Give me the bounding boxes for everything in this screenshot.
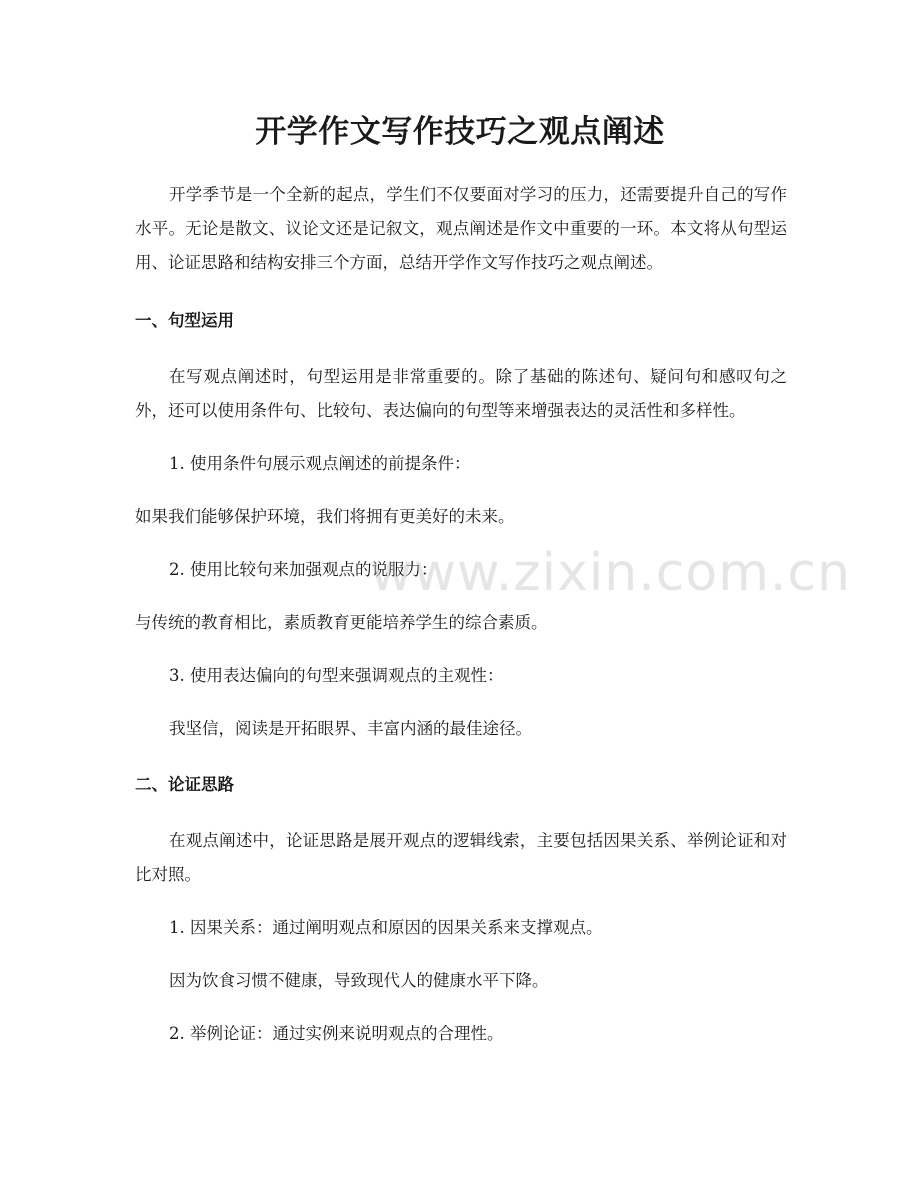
section1-intro-paragraph: 在写观点阐述时，句型运用是非常重要的。除了基础的陈述句、疑问句和感叹句之外，还可以使用条件句、比较句、表达偏向的句型等来增强表达的灵活性和多样性。: [135, 367, 787, 420]
watermark-text: www.zixin.com.cn: [370, 543, 851, 603]
section-heading-sentence-patterns: 一、句型运用: [135, 311, 234, 330]
document-title: 开学作文写作技巧之观点阐述: [255, 114, 665, 150]
section1-item-label: 2. 使用比较句来加强观点的说服力：: [169, 560, 438, 579]
section2-item-label: 2. 举例论证：通过实例来说明观点的合理性。: [169, 1024, 504, 1043]
section1-item-label: 3. 使用表达偏向的句型来强调观点的主观性：: [169, 666, 504, 685]
section1-item-example: 我坚信，阅读是开拓眼界、丰富内涵的最佳途径。: [169, 719, 532, 738]
document-body: [135, 178, 787, 1051]
section2-item-example: 因为饮食习惯不健康，导致现代人的健康水平下降。: [169, 971, 549, 990]
section1-item-example: 与传统的教育相比，素质教育更能培养学生的综合素质。: [135, 613, 548, 632]
section2-intro-paragraph: 在观点阐述中，论证思路是展开观点的逻辑线索，主要包括因果关系、举例论证和对比对照。: [135, 831, 787, 884]
intro-paragraph: 开学季节是一个全新的起点，学生们不仅要面对学习的压力，还需要提升自己的写作水平。无论是散文、议论文还是记叙文，观点阐述是作文中重要的一环。本文将从句型运用、论证思路和结构安排三个方面，总结开学作文写作技巧之观点阐述。: [135, 185, 787, 272]
section1-item-example: 如果我们能够保护环境，我们将拥有更美好的未来。: [135, 507, 515, 526]
section-heading-argumentation: 二、论证思路: [135, 775, 234, 794]
section1-item-label: 1. 使用条件句展示观点阐述的前提条件：: [169, 454, 471, 473]
section2-item-label: 1. 因果关系：通过阐明观点和原因的因果关系来支撑观点。: [169, 918, 603, 937]
